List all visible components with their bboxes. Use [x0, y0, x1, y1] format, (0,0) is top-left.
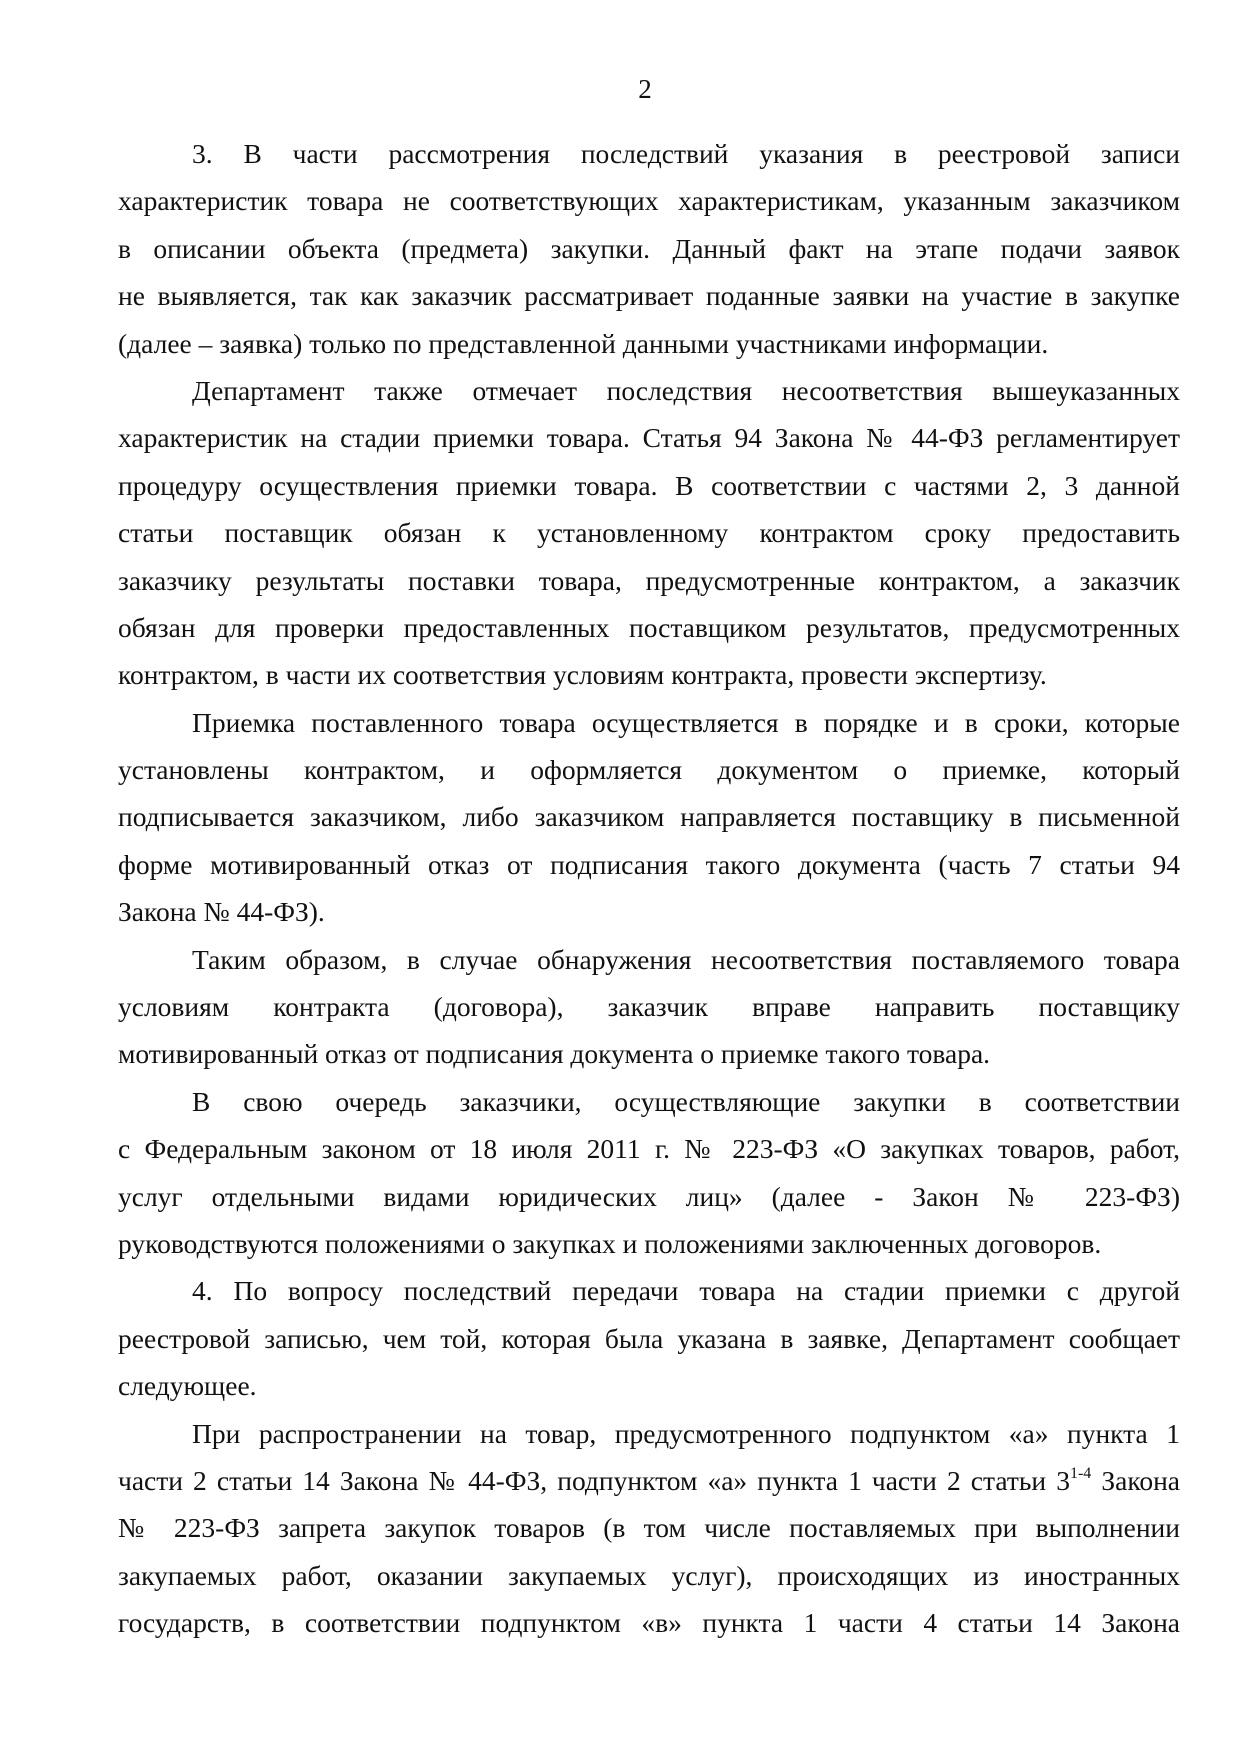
text-line: контрактом, в части их соответствия условиям контракта, провести экспертизу.: [118, 659, 1047, 691]
text-line: с Федеральным законом от 18 июля 2011 г. № 223-ФЗ «О закупках товаров, работ,: [118, 1133, 1180, 1165]
text-line: закупаемых работ, оказании закупаемых услуг), происходящих из иностранных: [118, 1559, 1180, 1591]
text-line: При распространении на товар, предусмотренного подпунктом «а» пункта 1: [192, 1417, 1180, 1449]
text-line: процедуру осуществления приемки товара. В соответствии с частями 2, 3 данной: [118, 469, 1180, 501]
text-line: статьи поставщик обязан к установленному контрактом сроку предоставить: [118, 517, 1180, 549]
text-line: государств, в соответствии подпунктом «в» пункта 1 части 4 статьи 14 Закона: [118, 1607, 1180, 1639]
text-line: 4. По вопросу последствий передачи товара на стадии приемки с другой: [192, 1275, 1180, 1307]
text-line: не выявляется, так как заказчик рассматривает поданные заявки на участие в закупке: [118, 280, 1180, 312]
paragraph: [118, 699, 1180, 936]
text-line: (далее – заявка) только по представленной данными участниками информации.: [118, 327, 1049, 359]
text-line: Приемка поставленного товара осуществляется в порядке и в сроки, которые: [192, 706, 1180, 738]
text-line: руководствуются положениями о закупках и положениями заключенных договоров.: [118, 1227, 1102, 1259]
text-line: обязан для проверки предоставленных поставщиком результатов, предусмотренных: [118, 611, 1180, 643]
text-line: следующее.: [118, 1370, 257, 1402]
text-line: услуг отдельными видами юридических лиц» (далее - Закон № 223-ФЗ): [118, 1180, 1180, 1212]
text-line: Департамент также отмечает последствия несоответствия вышеуказанных: [192, 374, 1180, 406]
text-line: 3. В части рассмотрения последствий указания в реестровой записи: [192, 138, 1180, 169]
text-line: мотивированный отказ от подписания документа о приемке такого товара.: [118, 1038, 991, 1070]
paragraph: [118, 130, 1180, 367]
text-segment: Закона: [1091, 1464, 1180, 1496]
paragraph: [118, 1267, 1180, 1409]
text-line: № 223-ФЗ запрета закупок товаров (в том числе поставляемых при выполнении: [118, 1512, 1180, 1544]
paragraph: [118, 936, 1180, 1078]
text-line: заказчику результаты поставки товара, предусмотренные контрактом, а заказчик: [118, 564, 1180, 596]
text-line: в описании объекта (предмета) закупки. Данный факт на этапе подачи заявок: [118, 232, 1180, 264]
text-line: условиям контракта (договора), заказчик вправе направить поставщику: [118, 991, 1180, 1023]
text-line-with-superscript: [118, 1457, 1180, 1504]
text-line: установлены контрактом, и оформляется документом о приемке, который: [118, 754, 1180, 786]
text-line: форме мотивированный отказ от подписания такого документа (часть 7 статьи 94: [118, 848, 1180, 880]
document-body: [118, 130, 1180, 1647]
page-number: 2: [638, 74, 652, 104]
text-line: характеристик товара не соответствующих характеристикам, указанным заказчиком: [118, 185, 1180, 217]
text-line: В свою очередь заказчики, осуществляющие закупки в соответствии: [192, 1085, 1180, 1117]
text-segment: части 2 статьи 14 Закона № 44-ФЗ, подпунктом «а» пункта 1 части 2 статьи 3: [118, 1464, 1070, 1496]
text-line: характеристик на стадии приемки товара. Статья 94 Закона № 44-ФЗ регламентирует: [118, 422, 1180, 454]
paragraph: [118, 367, 1180, 699]
superscript: 1-4: [1069, 1464, 1092, 1482]
text-line: реестровой записью, чем той, которая была указана в заявке, Департамент сообщает: [118, 1322, 1180, 1354]
paragraph: [118, 1410, 1180, 1647]
paragraph: [118, 1078, 1180, 1268]
text-line: подписывается заказчиком, либо заказчиком направляется поставщику в письменной: [118, 801, 1180, 833]
text-line: Таким образом, в случае обнаружения несоответствия поставляемого товара: [192, 943, 1180, 975]
text-line: Закона № 44-ФЗ).: [118, 896, 325, 928]
